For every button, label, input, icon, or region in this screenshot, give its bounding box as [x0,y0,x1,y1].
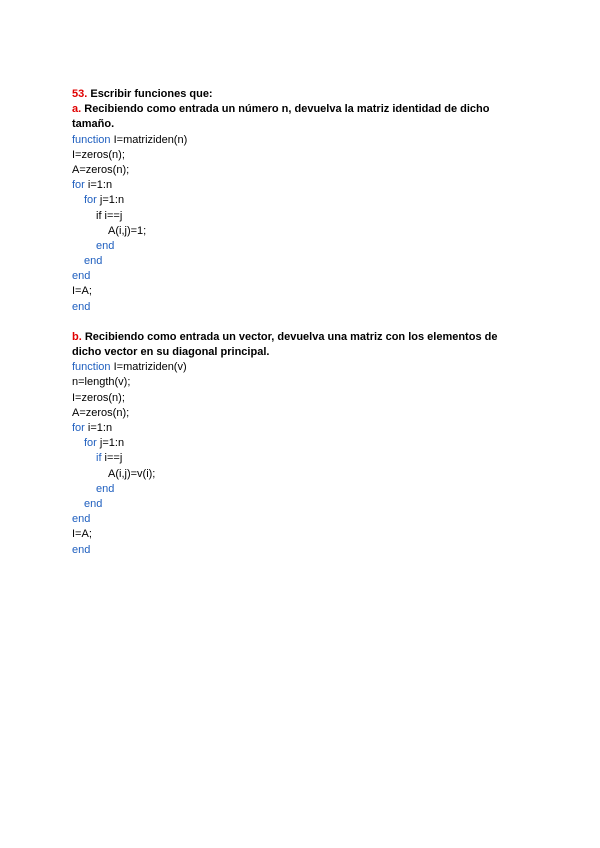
code-text: i=1:n [84,422,113,435]
exercise-number: 53. [72,88,88,100]
part-a-code-line [72,133,532,148]
part-a-code-line [72,148,532,163]
code-text: n=length(v); [72,376,131,389]
section-spacer [72,315,532,330]
code-keyword: for [84,194,97,207]
code-keyword: for [84,437,97,450]
code-text: i=1:n [84,179,113,192]
part-b-code-block [72,360,532,557]
part-a-code-line [72,193,532,208]
exercise-title [72,87,532,102]
part-a-statement [72,102,532,132]
part-a-code-line [72,209,532,224]
code-keyword: end [84,497,103,510]
part-b-code-line [72,436,532,451]
code-text: A(i,j)=1; [108,224,147,237]
code-keyword: end [72,300,91,313]
exercise-title-text: Escribir funciones que: [87,88,213,100]
code-keyword: for [72,422,85,435]
code-text: I=A; [72,528,92,541]
code-keyword: function [72,133,111,146]
code-text: I=matriziden(v) [110,361,187,374]
part-a-text-line2: tamaño. [72,118,115,131]
code-text: A(i,j)=v(i); [108,467,156,480]
code-text: I=zeros(n); [72,391,125,404]
code-text: A=zeros(n); [72,163,130,176]
code-keyword: if [96,452,102,465]
code-text: j=1:n [96,437,125,450]
code-text: if i==j [96,209,123,222]
code-keyword: end [96,482,115,495]
part-b-code-line [72,451,532,466]
part-b-code-line [72,391,532,406]
part-a-text-line1: Recibiendo como entrada un número n, devuelva la matriz identidad de dicho [81,103,490,116]
part-b-text-line2: dicho vector en su diagonal principal. [72,346,270,359]
code-keyword: end [72,270,91,283]
exercise-content [72,87,532,558]
code-keyword: end [96,239,115,252]
part-b-code-line [72,421,532,436]
code-text: I=zeros(n); [72,148,125,161]
part-b-code-line [72,467,532,482]
part-a-code-line [72,300,532,315]
code-keyword: end [72,543,91,556]
part-b-code-line [72,527,532,542]
code-text: j=1:n [96,194,125,207]
part-b-code-line [72,497,532,512]
part-a-code-line [72,178,532,193]
part-a-code-line [72,254,532,269]
code-keyword: end [72,513,91,526]
code-keyword: function [72,361,111,374]
part-b-statement [72,330,532,360]
code-keyword: for [72,179,85,192]
part-b-code-line [72,375,532,390]
part-b-code-line [72,406,532,421]
part-b-code-line [72,482,532,497]
part-b-code-line [72,543,532,558]
part-b-text-line1: Recibiendo como entrada un vector, devuelva una matriz con los elementos de [81,330,498,343]
part-a-code-line [72,239,532,254]
code-text: I=A; [72,285,92,298]
part-a-code-block [72,133,532,315]
part-a-label: a. [72,103,82,116]
code-text: A=zeros(n); [72,406,130,419]
part-a-code-line [72,269,532,284]
part-a-code-line [72,224,532,239]
part-a-code-line [72,284,532,299]
part-a-code-line [72,163,532,178]
code-keyword: end [84,255,103,268]
code-text: i==j [101,452,123,465]
part-b-code-line [72,360,532,375]
part-b-code-line [72,512,532,527]
part-b-label: b. [72,330,82,343]
code-text: I=matriziden(n) [110,133,188,146]
